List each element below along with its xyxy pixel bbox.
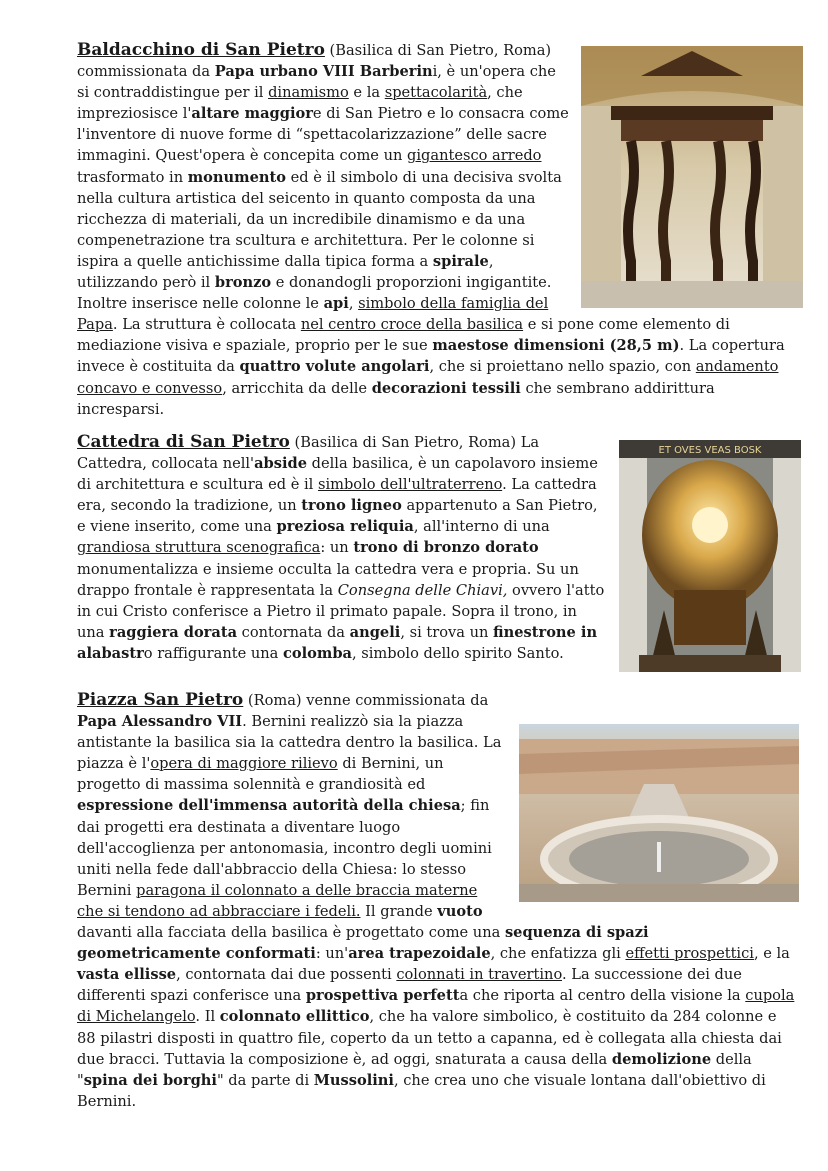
bold-run: abside [254,455,307,473]
cattedra-title: Cattedra di San Pietro [77,432,290,452]
text-run: . Bernini realizzò sia la piazza antistante la basilica sia la cattedra dentro la basilica. La piazza è l' [77,713,502,773]
text-run: ovvero l'atto in cui Cristo conferisce a Pietro il primato papale. Sopra il trono, in una [77,581,605,641]
text-run: . La struttura è collocata [112,316,301,334]
text-run: , che enfatizza gli [490,945,626,963]
bold-run: altare maggior [191,105,313,123]
bold-run: api [323,295,349,313]
text-run: , simbolo dello spirito Santo. [352,644,564,662]
text-run: e si pone come elemento di mediazione visiva e spaziale, proprio per le sue [77,316,730,355]
underline-run: cupola di Michelangelo [77,987,795,1026]
text-run: , all'interno di una [413,518,550,536]
underline-run: grandiosa struttura scenografica [77,539,321,557]
baldacchino-image-slot [581,46,803,308]
text-run: , contornata dai due possenti [176,966,397,984]
underline-run: paragona il colonnato a delle braccia materne che si tendono ad abbracciare i fedeli. [77,881,478,920]
text-run: di Bernini, un progetto di massima solennità e grandiosità ed [77,755,444,794]
text-run: , e la [753,945,790,963]
cattedra-inscription: ET OVES VEAS BOSK [658,445,762,456]
piazza-photo [519,724,799,902]
text-run: . La successione dei due differenti spazi conferisce una [77,966,742,1005]
text-run: , utilizzando però il [77,252,494,292]
text-run: Il grande [360,902,438,920]
bold-run: vasta ellisse [77,966,177,984]
text-run: ; fin dai progetti era destinata a diventare luogo dell'accoglienza per antonomasia, incontro degli uomini uniti nella fede dall'abbraccio della Chiesa: lo stesso Bernini [77,797,492,899]
text-run: " da parte di [216,1071,314,1089]
underline-run: simbolo della famiglia del Papa [77,295,549,334]
bold-run: bronzo [214,274,272,292]
text-run: che sembrano addirittura incresparsi. [77,379,715,418]
cattedra-location: (Basilica di San Pietro, Roma) [289,434,521,451]
bold-run: Papa Alessandro VII [77,713,243,731]
text-run: , si trova un [400,623,494,641]
text-run: della basilica, è un capolavoro insieme di architettura e scultura ed è il [77,455,598,494]
italic-run: Consegna delle Chiavi, [337,581,508,599]
text-run: commissionata da [77,63,215,81]
bold-run: demolizione [611,1050,712,1068]
underline-run: colonnati in travertino [396,966,562,984]
underline-run: andamento concavo e convesso [77,358,779,397]
text-run: : un' [315,945,349,963]
piazza-image-slot [519,724,799,902]
bold-run: trono ligneo [301,497,402,515]
text-run: e donandogli proporzioni ingigantite. Inoltre inserisce nelle colonne le [77,274,552,313]
bold-run: area trapezoidale [348,945,491,963]
cattedra-image-slot [619,440,801,672]
bold-run: Papa urbano VIII Barberin [214,63,433,81]
text-run: e di San Pietro e lo consacra come l'inventore di nuove forme di “spettacolarizzazione” delle sacre immagini. Quest'opera è concepita come un [77,105,569,165]
bold-run: quattro volute angolari [239,358,430,376]
piazza-title: Piazza San Pietro [77,690,244,710]
section-baldacchino [77,40,797,420]
bold-run: colonnato ellittico [219,1008,370,1026]
text-run: , che impreziosisce l' [77,84,523,123]
underline-run: gigantesco arredo [407,147,542,165]
bold-run: espressione dell'immensa autorità della chiesa [77,797,461,815]
baldacchino-title: Baldacchino di San Pietro [77,40,325,60]
text-run: della " [77,1050,752,1089]
baldacchino-location: (Basilica di San Pietro, Roma) [324,42,552,59]
text-run: a che riporta al centro della visione la [459,987,746,1005]
piazza-location: (Roma) [243,692,307,709]
underline-run: nel centro croce della basilica [300,316,524,334]
text-run: . La cattedra era, secondo la tradizione, un [77,476,597,515]
bold-run: sequenza di spazi geometricamente conformati [77,924,649,963]
text-run: davanti alla facciata della basilica è progettato come una [77,924,505,942]
underline-run: spettacolarità [384,84,488,102]
text-run: monumentalizza e insieme occulta la cattedra vera e propria. Su un drappo frontale è rappresentata la [77,560,579,599]
underline-run: opera di maggiore rilievo [150,755,338,773]
bold-run: colomba [283,644,352,662]
text-run: . La copertura invece è costituita da [77,337,785,376]
bold-run: spina dei borghi [83,1071,217,1089]
text-run: e la [348,84,385,102]
bold-run: raggiera dorata [109,623,238,641]
underline-run: dinamismo [268,84,349,102]
text-run: , che ha valore simbolico, è costituito da 284 colonne e 88 pilastri disposti in quattro file, coperto da un tetto a capanna, ed è collegata alla chiesta dai due bracci. Tuttavia la composizione è, ad oggi, snaturata a causa della [77,1008,782,1068]
bold-run: decorazioni tessili [371,379,521,397]
text-run: appartenuto a San Pietro, e viene inserito, come una [77,497,598,536]
bold-run: trono di bronzo dorato [353,539,539,557]
underline-run: effetti prospettici [625,945,754,963]
text-run: La Cattedra, collocata nell' [77,434,540,473]
text-run: o raffigurante una [143,644,283,662]
cattedra-photo [619,440,801,672]
text-run: , che crea uno che visuale lontana dall'obiettivo di Bernini. [77,1071,766,1110]
bold-run: finestrone in alabastr [77,623,598,662]
text-run: ed è il simbolo di una decisiva svolta nella cultura artistica del seicento in quanto composta da una ricchezza di materiali, da un incredibile dinamismo e da una compenetrazione tra scultura e architettura. Per le colonne si ispira a quelle antichissime dalla tipica forma a [77,168,562,270]
baldacchino-photo [581,46,803,308]
bold-run: maestose dimensioni (28,5 m) [432,337,680,355]
bold-run: vuoto [437,902,483,920]
bold-run: prospettiva perfett [305,987,460,1005]
text-run: : un [320,539,354,557]
text-run: i, è un'opera che si contraddistingue per il [77,63,556,102]
text-run: , arricchita da delle [222,379,372,397]
section-piazza [77,690,797,1112]
text-run: , che si proiettano nello spazio, con [429,358,696,376]
text-run: trasformato in [77,168,188,186]
underline-run: simbolo dell'ultraterreno [317,476,503,494]
bold-run: preziosa reliquia [276,518,414,536]
text-run: venne commissionata da [306,692,489,709]
section-cattedra [77,432,797,676]
text-run: , [348,295,359,313]
bold-run: angeli [349,623,401,641]
bold-run: spirale [432,252,489,270]
bold-run: monumento [187,168,286,186]
bold-run: Mussolini [313,1071,394,1089]
text-run: contornata da [237,623,350,641]
text-run: . Il [195,1008,220,1026]
